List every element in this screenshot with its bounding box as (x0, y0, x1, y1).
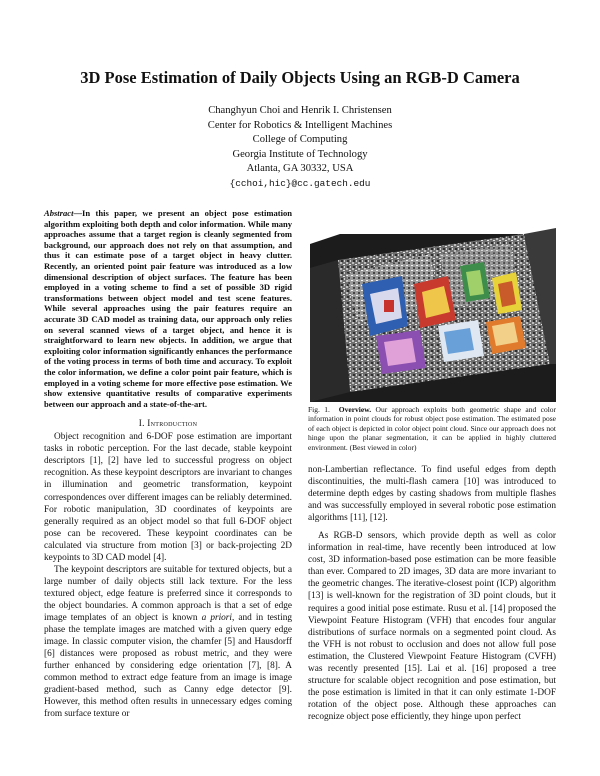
figure-caption-text: Our approach exploits both geometric shape and color information in point clouds for robust object pose estimation. The estimated pose of each object is depicted in color object point cloud. Since our approach does not hinge upon the planar segmentation, it can be applied in highly cluttered environment. (Best viewed in color) (308, 405, 557, 452)
paper-title: 3D Pose Estimation of Daily Objects Using an RGB-D Camera (80, 68, 520, 87)
affiliation-line: Georgia Institute of Technology (232, 148, 368, 160)
section-heading (44, 418, 292, 428)
abstract-text: In this paper, we present an object pose estimation algorithm exploiting both depth and color information. While many approaches assume that a target region is cleanly segmented from background, our approach does not rely on that assumption, and thus it can estimate pose of a target object in heavy clutter. Recently, an oriented point pair feature was introduced as a low dimensional description of object surfaces. The feature has been employed in a voting scheme to find a set of possible 3D rigid transformations between object model and test scene features. While several approaches using the pair features require an accurate 3D CAD model as training data, our approach only relies on several scanned views of a target object, and hence it is straightforward to learn new objects. In addition, we argue that exploiting color information significantly enhances the performance of the voting process in terms of both time and accuracy. To exploit the color information, we define a color point pair feature, which is employed in a voting scheme for more effective pose estimation. We show extensive quantitative results of comparative experiments between our approach and a state-of-the-art. (44, 208, 292, 409)
intro-paragraph-2-continued: non-Lambertian reflectance. To find useful edges from depth discontinuities, the multi-flash camera [10] was introduced to determine depth edges by casting shadows from multiple flashes and was successfully employed in several robotic pose estimation algorithms [11], [12]. (308, 465, 556, 524)
author-names: Changhyun Choi and Henrik I. Christensen (208, 105, 392, 116)
affiliation-line: Atlanta, GA 30332, USA (246, 163, 354, 175)
figure-label: Fig. 1. (308, 405, 330, 414)
paragraph-text: The keypoint descriptors are suitable for textured objects, but a large number of daily objects still lack texture. For the less textured object, edge feature is preferred since it corresponds to the object boundaries. A common approach is that a set of edge image templates of an object is known (44, 564, 292, 623)
intro-paragraph-3: As RGB-D sensors, which provide depth as well as color information in real-time, have recently been introduced at low cost, 3D information-based pose estimation can be more feasible than ever. Compared to 2D images, 3D data are more invariant to the geometric changes. The iterative-closest point (ICP) algorithm [13] is well-known for the registration of 3D point clouds, but it requires a good initial pose estimate. Rusu et al. [14] proposed the Viewpoint Feature Histogram (VFH) that encodes four angular distributions of surface normals on a segmented point cloud. As the VFH is not robust to occlusion and does not allow full pose estimation, the Clustered Viewpoint Feature Histogram (CVFH) was recently presented [15]. Lai et al. [16] proposed a tree structure for scalable object recognition and pose estimation, but the pose estimation is limited in that it can only estimate 1-DOF rotation of the object pose. Although these approaches can recognize object pose efficiently, they hinge upon perfect (308, 531, 556, 722)
figure-caption-lead: Overview. (338, 405, 372, 414)
author-email: {cchoi,hic}@cc.gatech.edu (229, 177, 371, 189)
intro-paragraph-1: Object recognition and 6-DOF pose estimation are important tasks in robotic perception. For the last decade, stable keypoint descriptors [1], [2] have led to successful progress on object recognition. As these keypoint descriptors are invariant to changes in illumination and geometric transformation, keypoint correspondences over different images can be reliably determined. For robotic manipulation, 3D coordinates of keypoints are generally required as an object model so that full 6-DOF object pose can be recovered. These keypoint coordinates can be calculated via structure from motion [3] or back-projecting 2D keypoints to 3D CAD model [4]. (44, 432, 292, 563)
section-title: Introduction (147, 418, 198, 429)
emphasis-text: a priori (201, 612, 233, 623)
right-column (308, 464, 556, 723)
author-block (0, 104, 600, 192)
left-column (44, 208, 292, 720)
figure-caption (308, 405, 556, 452)
abstract-label: Abstract (44, 208, 74, 218)
figure-overview-image (310, 214, 556, 402)
paragraph-text: , and in testing phase the template images are matched with a given query edge image. In classic computer vision, the chamfer [5] and Hausdorff [6] distances were proposed as robust metric, and they were further enhanced by considering edge orientation [7], [8]. A common method to extract edge feature from an image is image gradient-based method, such as Canny edge detector [9]. However, this method often results in unnecessary edges coming from surface texture or (44, 612, 292, 720)
section-numeral: I. (138, 418, 145, 429)
abstract: Abstract—In this paper, we present an object pose estimation algorithm exploiting both depth and color information. While many approaches assume that a target region is cleanly segmented from background, our approach does not rely on that assumption, and thus it can estimate pose of a target object in heavy clutter. Recently, an oriented point pair feature was introduced as a low dimensional description of object surfaces. The feature has been employed in a voting scheme to find a set of possible 3D rigid transformations between object model and test scene features. While several approaches using the pair features require an accurate 3D CAD model as training data, our approach only relies on several scanned views of a target object, and hence it is straightforward to learn new objects. In addition, we argue that exploiting color information significantly enhances the performance of the voting process in terms of both time and accuracy. To exploit the color information, we define a color point pair feature, which is employed in a voting scheme for more effective pose estimation. We show extensive quantitative results of comparative experiments between our approach and a state-of-the-art. (44, 208, 292, 409)
intro-paragraph-2 (44, 564, 292, 721)
affiliation-line: Center for Robotics & Intelligent Machines (207, 119, 393, 131)
affiliation-line: College of Computing (252, 134, 348, 146)
